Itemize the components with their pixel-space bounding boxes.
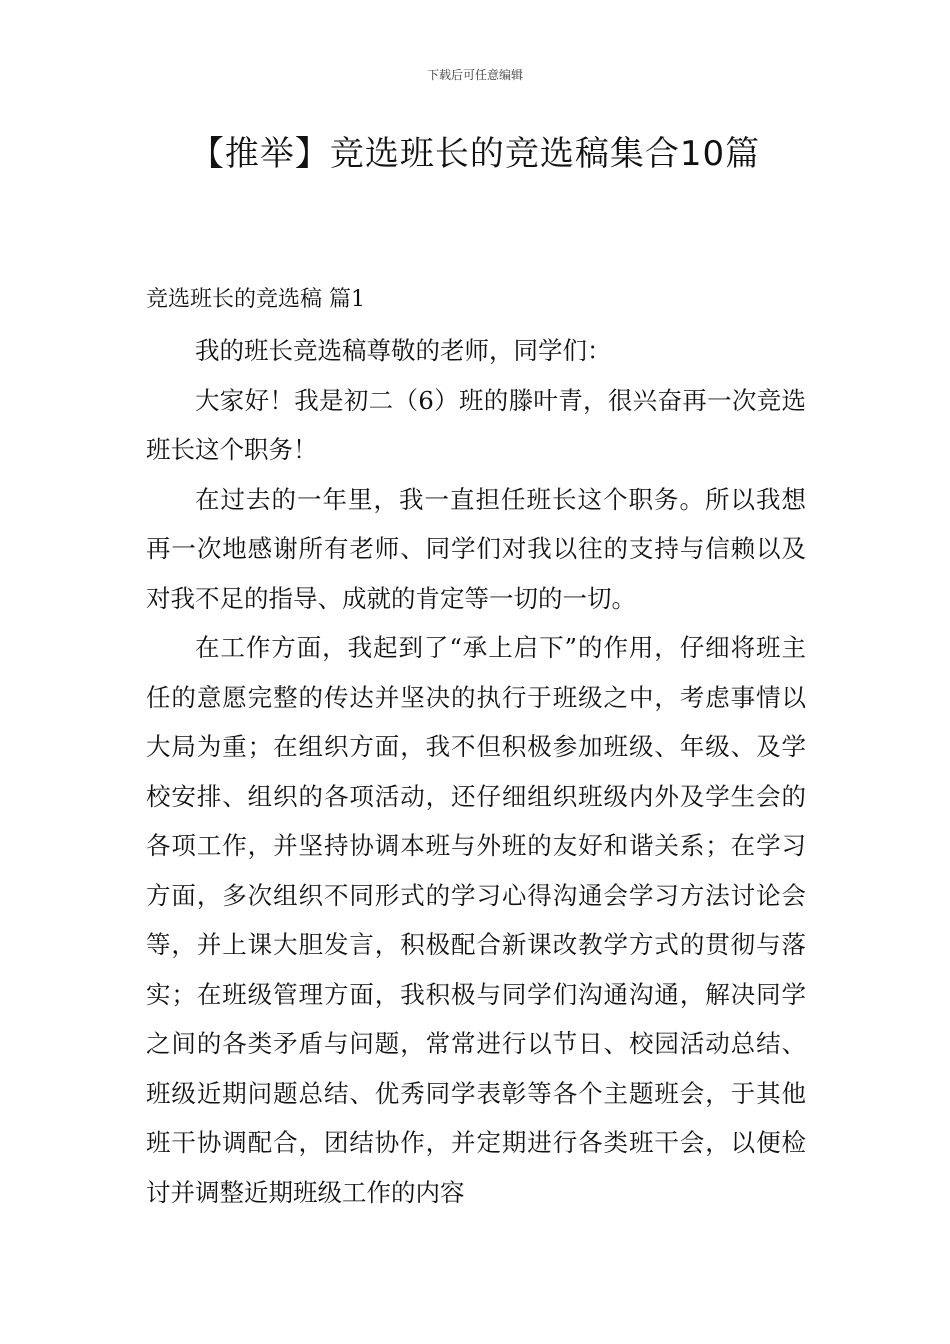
paragraph-greeting: 我的班长竞选稿尊敬的老师，同学们： <box>195 336 612 365</box>
header-note: 下载后可任意编辑 <box>426 68 523 82</box>
paragraph-thanks: 在过去的一年里，我一直担任班长这个职务。所以我想再一次地感谢所有老师、同学们对我以往的支持与信赖以及对我不足的指导、成就的肯定等一切的一切。 <box>146 484 806 613</box>
section-heading: 竞选班长的竞选稿 篇1 <box>146 287 365 312</box>
paragraph-work: 在工作方面，我起到了“承上启下”的作用，仔细将班主任的意愿完整的传达并坚决的执行于班级之中，考虑事情以大局为重；在组织方面，我不但积极参加班级、年级、及学校安排、组织的各项活动，还仔细组织班级内外及学生会的各项工作，并坚持协调本班与外班的友好和谐关系；在学习方面，多次组织不同形式的学习心得沟通会学习方法讨论会等，并上课大胆发言，积极配合新课改教学方式的贯彻与落实；在班级管理方面，我积极与同学们沟通沟通，解决同学之间的各类矛盾与问题，常常进行以节日、校园活动总结、班级近期问题总结、优秀同学表彰等各个主题班会，于其他班干协调配合，团结协作，并定期进行各类班干会，以便检讨并调整近期班级工作的内容 <box>146 633 806 1207</box>
document-body <box>146 326 806 1217</box>
document-title: 【推举】竞选班长的竞选稿集合10篇 <box>189 134 761 174</box>
paragraph-intro: 大家好！我是初二（6）班的滕叶青，很兴奋再一次竞选班长这个职务！ <box>146 385 806 464</box>
